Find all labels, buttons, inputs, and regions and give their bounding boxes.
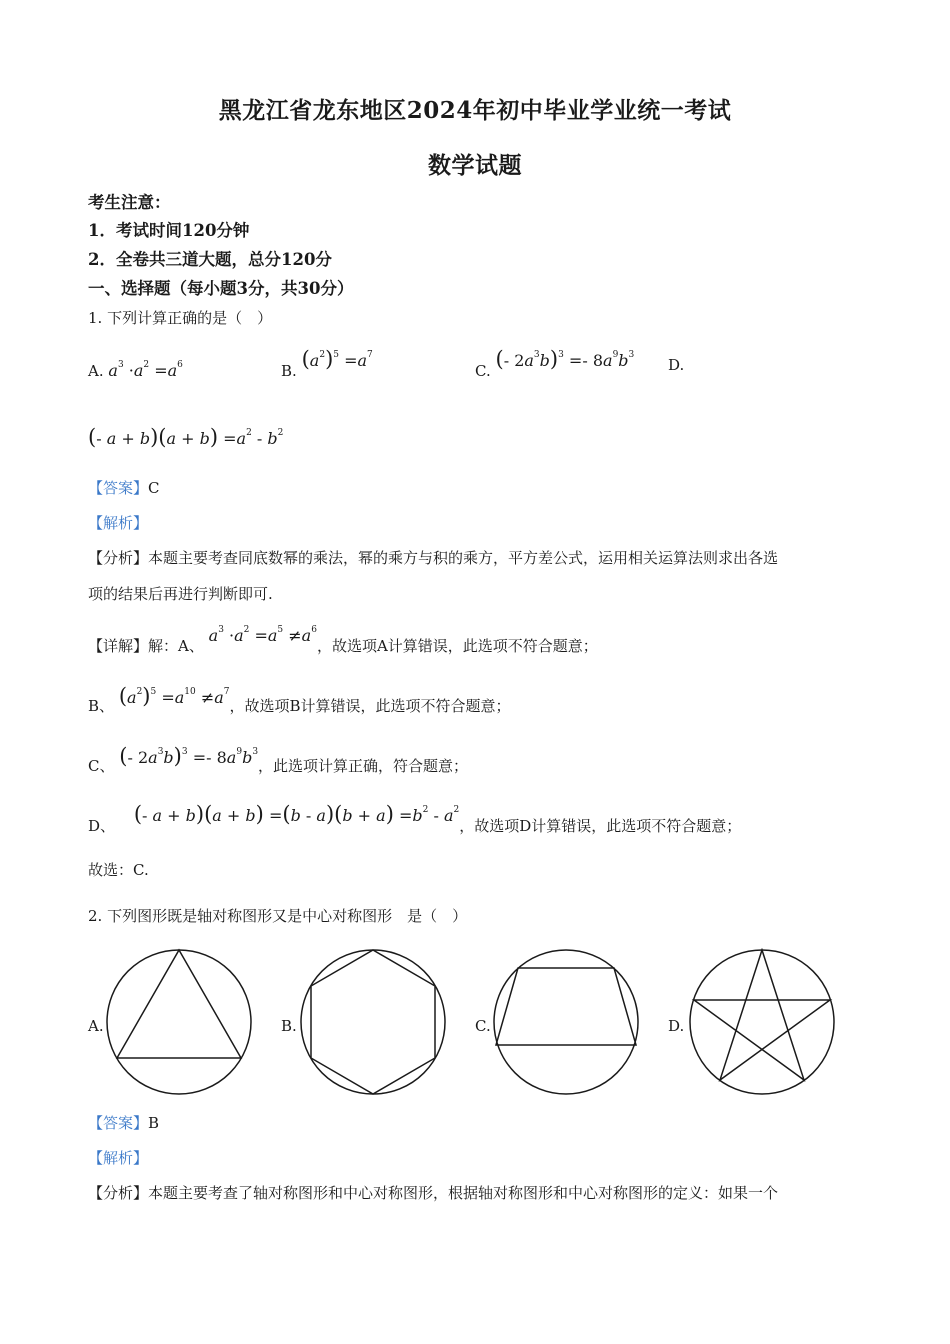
notice-item-1: 1．考试时间120分钟 [88,221,250,240]
q1-analysis-tag: 【解析】 [88,514,149,532]
q1-option-a-formula: $a^3 \cdot a^2 =a^6$ [108,360,183,380]
q1-detail-b-suffix: ，故选项B计算错误，此选项不符合题意； [229,697,511,715]
q2-option-a-label: A. [88,1017,104,1035]
q1-detail-c-prefix: C、 [88,757,115,775]
q1-detail-b-formula: $(a^2)^5 =a^{10} \ne a^7$ [118,684,230,708]
q1-detail-d-suffix: ，故选项D计算错误，此选项不符合题意； [459,817,742,835]
q2-analysis-text: 本题主要考查了轴对称图形和中心对称图形，根据轴对称图形和中心对称图形的定义：如果一个 [148,1184,779,1202]
q1-option-b-formula: $(a^2)^5 =a^7$ [301,347,373,371]
exam-title: 黑龙江省龙东地区2024年初中毕业学业统一考试 [218,97,732,124]
notice-heading: 考生注意： [88,193,171,212]
section-heading: 一、选择题（每小题3分，共30分） [88,279,354,298]
q2-figure-c [492,948,640,1096]
q1-answer-value: C [148,479,160,497]
q1-detail-a-formula: $a^3 \cdot a^2 =a^5 \ne a^6$ [208,625,317,645]
q1-analysis-line1 [88,548,778,568]
q1-stem: 1. 下列计算正确的是（ ） [88,309,273,327]
circle-hexagon-icon [299,948,447,1096]
q1-analysis-lead: 【分析】 [88,549,149,567]
notice-item-2: 2．全卷共三道大题，总分120分 [88,250,332,269]
q2-analysis-tag: 【解析】 [88,1149,149,1167]
circle-star-icon [688,948,836,1096]
q1-option-d-label: D. [668,356,685,374]
q1-detail-b [88,684,511,716]
q2-answer-tag: 【答案】 [88,1114,149,1132]
q1-option-d-formula: (- $a + b)(a + b) =a^2 - b^2$ [88,425,284,449]
exam-subtitle: 数学试题 [428,152,522,179]
circle-trapezoid-icon [492,948,640,1096]
q1-conclusion: 故选：C. [88,861,149,879]
q2-figure-b [299,948,447,1096]
q1-option-c-formula: (- $2a^3b)^3 =- 8a^9b^3$ [495,347,635,371]
q1-detail-c-formula: (- $2a^3b)^3 =- 8a^9b^3$ [119,744,259,768]
q1-detail-d [88,802,742,836]
q1-option-c-label: C. [475,362,491,380]
q1-option-a [88,355,183,381]
q2-analysis-line [88,1183,778,1203]
q1-detail-c [88,744,469,776]
q1-answer-tag: 【答案】 [88,479,149,497]
q2-figure-a [105,948,253,1096]
q1-answer [88,478,160,498]
q2-option-b-label: B. [281,1017,297,1035]
q1-detail-a [88,625,598,656]
q1-detail-b-prefix: B、 [88,697,115,715]
q1-option-c [475,345,635,380]
q1-detail-d-formula: (- $a + b)(a + b) =(b - a)(b + a) =b^2 - a^2$ [133,802,460,826]
q1-detail-c-suffix: ，此选项计算正确，符合题意； [258,757,469,775]
q1-analysis-text1: 本题主要考查同底数幂的乘法，幂的乘方与积的乘方，平方差公式，运用相关运算法则求出各选 [148,549,779,567]
q1-detail-a-suffix: ，故选项A计算错误，此选项不符合题意； [316,637,598,655]
q2-answer-value: B [148,1114,160,1132]
q1-option-b [281,345,373,380]
circle-triangle-icon [105,948,253,1096]
q2-option-d-label: D. [668,1017,685,1035]
q2-option-c-label: C. [475,1017,491,1035]
q1-analysis-line2: 项的结果后再进行判断即可. [88,585,273,603]
q1-option-a-label: A. [88,362,104,380]
q1-option-b-label: B. [281,362,297,380]
q2-figure-d [688,948,836,1096]
q1-detail-a-prefix: 解：A、 [148,637,204,655]
q2-analysis-lead: 【分析】 [88,1184,149,1202]
q2-stem: 2. 下列图形既是轴对称图形又是中心对称图形 是（ ） [88,907,468,925]
q1-detail-lead: 【详解】 [88,637,149,655]
q2-answer [88,1113,159,1133]
q1-detail-d-prefix: D、 [88,817,116,835]
